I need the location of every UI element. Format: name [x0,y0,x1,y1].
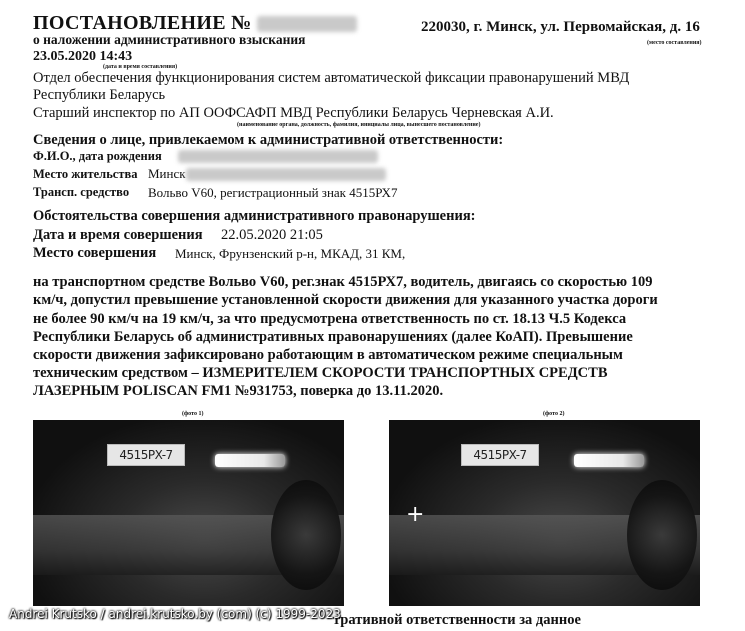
body-line-5: скорости движения зафиксировано работающим в автоматическом режиме специальным [33,347,623,363]
photo-1-taillight [215,454,285,467]
person-heading: Сведения о лице, привлекаемом к административной ответственности: [33,132,504,148]
photo-1-wheel [271,480,341,590]
vehicle-value: Вольво V60, регистрационный знак 4515РХ7 [148,185,398,200]
redacted-fio [178,150,378,163]
body-line-2: км/ч, допустил превышение установленной скорости движения для указанного участка дороги [33,292,658,308]
redacted-address [186,168,386,181]
authority-line2: Республики Беларусь [33,87,166,103]
body-line-3: не более 90 км/ч на 19 км/ч, за что предусмотрена ответственность по ст. 18.13 Ч.5 Кодекса [33,311,627,327]
crosshair-icon: + [406,502,425,527]
body-line-4: Республики Беларусь об административных правонарушениях (далее КоАП). Превышение [33,329,633,345]
body-line-1: на транспортном средстве Вольво V60, рег.знак 4515РХ7, водитель, двигаясь со скоростью 109 [33,274,653,290]
circumstances-heading: Обстоятельства совершения административного правонарушения: [33,208,476,224]
photo-2-wheel [627,480,697,590]
body-line-7: ЛАЗЕРНЫМ POLISCAN FM1 №931753, поверка до 13.11.2020. [33,383,444,399]
photo-1-plate: 4515PX-7 [107,444,185,466]
authority-line1: Отдел обеспечения функционирования систем автоматической фиксации правонарушений МВД [33,70,630,86]
watermark: Andrei Krutsko / andrei.krutsko.by (com) (c) 1999-2023 [9,607,341,621]
address-caption: (место составления) [647,40,702,46]
photo-2-plate: 4515PX-7 [461,444,539,466]
date-label: Дата и время совершения [33,227,203,243]
header-address: 220030, г. Минск, ул. Первомайская, д. 16 [421,19,700,35]
inspector-line: Старший инспектор по АП ООФСАФП МВД Республики Беларусь Черневская А.И. [33,105,554,121]
residence-value: Минск [148,166,186,181]
header-subtitle: о наложении административного взыскания [33,32,306,47]
title-text: ПОСТАНОВЛЕНИЕ № [33,12,252,34]
photo-2-taillight [574,454,644,467]
vehicle-label: Трансп. средство [33,185,130,199]
photo-1 [33,420,344,606]
photo2-caption: (фото 2) [543,411,565,417]
datetime-caption: (дата и время составления) [103,64,178,70]
header-datetime: 23.05.2020 14:43 [33,49,133,64]
authority-caption: (наименование органа, должность, фамилия, инициалы лица, вынесшего постановление) [237,122,481,128]
redacted-number [257,16,357,32]
residence-label: Место жительства [33,167,138,181]
place-value: Минск, Фрунзенский р-н, МКАД, 31 КМ, [175,246,406,261]
fio-label: Ф.И.О., дата рождения [33,149,162,163]
photo-2 [389,420,700,606]
photo1-caption: (фото 1) [182,411,204,417]
body-line-6: техническим средством – ИЗМЕРИТЕЛЕМ СКОРОСТИ ТРАНСПОРТНЫХ СРЕДСТВ [33,365,608,381]
date-value: 22.05.2020 21:05 [221,227,323,243]
footer-cut-text: тративной ответственности за данное [333,612,581,628]
place-label: Место совершения [33,245,157,261]
